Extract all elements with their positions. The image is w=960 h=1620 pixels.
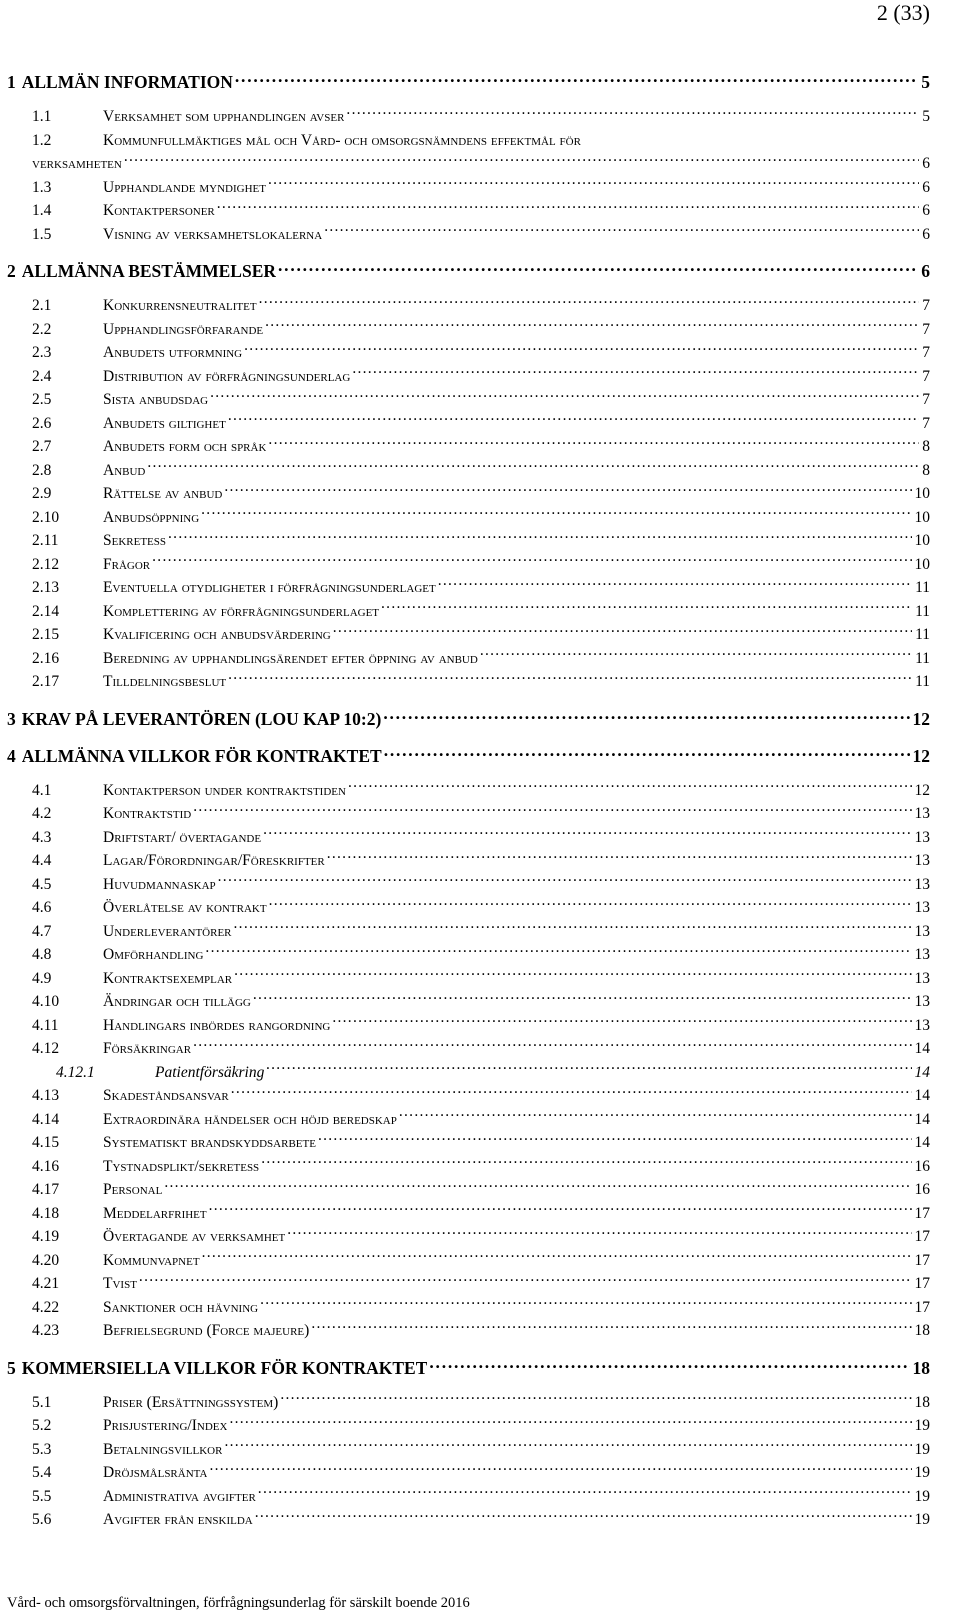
toc-entry-number: 4.21 [32, 1275, 60, 1292]
toc-dot-leader [266, 1061, 911, 1077]
toc-entry-number: 2.5 [32, 391, 52, 408]
table-of-contents [7, 70, 930, 1532]
toc-dot-leader [209, 1202, 912, 1218]
toc-section-entry[interactable] [7, 1202, 930, 1226]
toc-entry-title: Kontraktstid [103, 805, 192, 822]
toc-section-entry[interactable] [7, 318, 930, 342]
toc-dot-leader [201, 506, 911, 522]
toc-dot-leader [224, 1438, 911, 1454]
toc-dot-leader [193, 1038, 911, 1054]
toc-entry-number: 2.11 [32, 532, 59, 549]
toc-entry-number: 2.8 [32, 461, 52, 479]
toc-entry-title: Befrielsegrund (Force majeure) [103, 1322, 310, 1339]
toc-dot-leader [147, 459, 919, 475]
toc-entry-number: 1.5 [32, 225, 52, 243]
toc-entry-number: 4.17 [32, 1181, 60, 1198]
toc-entry-number: 5.1 [32, 1393, 52, 1411]
toc-entry-number: 2.10 [32, 508, 60, 526]
toc-page-number: 13 [914, 899, 930, 916]
toc-entry-number: 2.6 [32, 414, 52, 432]
toc-page-number: 12 [912, 708, 930, 729]
toc-entry-title: Anbudets form och språk [103, 438, 267, 455]
toc-page-number: 14 [914, 1063, 930, 1081]
toc-page-number: 17 [914, 1275, 930, 1292]
toc-entry-title: Betalningsvillkor [103, 1440, 223, 1458]
toc-dot-leader [224, 483, 911, 499]
toc-page-number: 11 [915, 673, 930, 690]
toc-entry-title: Kommunvapnet [103, 1251, 200, 1269]
toc-chapter-entry[interactable] [7, 70, 930, 94]
toc-entry-number: 4.16 [32, 1157, 60, 1175]
toc-entry-title: Huvudmannaskap [103, 875, 216, 893]
toc-entry-number: 4.5 [32, 875, 52, 893]
toc-entry-number: 2.7 [32, 438, 52, 455]
toc-page-number: 7 [922, 297, 930, 314]
toc-section-entry[interactable] [7, 896, 930, 920]
toc-chapter-entry[interactable] [7, 1356, 930, 1380]
toc-entry-number: 4.8 [32, 946, 52, 963]
toc-dot-leader [383, 707, 909, 725]
toc-entry-title: Distribution av förfrågningsunderlag [103, 367, 351, 385]
toc-page-number: 13 [914, 875, 930, 893]
toc-page-number: 7 [922, 320, 930, 338]
toc-entry-title: Personal [103, 1181, 163, 1198]
toc-dot-leader [217, 200, 919, 216]
toc-page-number: 6 [922, 178, 930, 196]
toc-page-number: 12 [912, 745, 930, 766]
toc-entry-title: Upphandlingsförfarande [103, 320, 264, 338]
toc-chapter-entry[interactable] [7, 707, 930, 731]
toc-dot-leader [280, 1391, 911, 1407]
toc-entry-title: verksamheten [32, 155, 122, 172]
page-number: 2 (33) [876, 0, 930, 25]
toc-entry-number: 4.13 [32, 1087, 60, 1104]
toc-page-number: 13 [914, 1016, 930, 1034]
toc-entry-number: 2.1 [32, 297, 52, 314]
toc-section-entry[interactable] [7, 826, 930, 850]
toc-page-number: 19 [914, 1511, 930, 1528]
toc-section-entry[interactable] [7, 873, 930, 897]
toc-entry-number: 4 [7, 745, 16, 766]
toc-entry-number: 4.2 [32, 805, 52, 822]
toc-section-entry[interactable] [7, 920, 930, 944]
toc-page-number: 16 [914, 1181, 930, 1198]
toc-entry-number: 5.4 [32, 1464, 52, 1481]
toc-entry-number: 4.19 [32, 1228, 60, 1245]
toc-entry-title: Kontaktpersoner [103, 202, 215, 219]
toc-entry-number: 4.3 [32, 828, 52, 846]
toc-entry-title: Sanktioner och hävning [103, 1298, 259, 1316]
toc-page-number: 17 [914, 1228, 930, 1245]
toc-page-number: 6 [922, 155, 930, 172]
toc-dot-leader [152, 553, 911, 569]
toc-entry-title: Kontaktperson under kontraktstiden [103, 781, 346, 799]
toc-dot-leader [259, 295, 920, 311]
toc-entry-number: 4.14 [32, 1110, 60, 1128]
toc-entry-title: Komplettering av förfrågningsunderlaget [103, 602, 380, 620]
toc-entry-number: 4.23 [32, 1322, 60, 1339]
toc-section-entry[interactable] [7, 388, 930, 412]
toc-entry-title: Anbudsöppning [103, 508, 200, 526]
toc-page-number: 13 [914, 946, 930, 963]
toc-dot-leader [228, 671, 912, 687]
toc-page-number: 13 [914, 969, 930, 987]
toc-section-entry[interactable] [7, 129, 930, 153]
toc-section-entry[interactable] [7, 647, 930, 671]
toc-dot-leader [168, 530, 911, 546]
toc-section-entry[interactable] [7, 482, 930, 506]
toc-section-entry[interactable] [7, 365, 930, 389]
toc-page-number: 7 [922, 391, 930, 408]
toc-section-entry[interactable] [7, 529, 930, 553]
toc-page-number: 11 [915, 602, 930, 620]
page-footer: Vård- och omsorgsförvaltningen, förfrågningsunderlag för särskilt boende 2016 [7, 1595, 470, 1611]
toc-entry-title: Patientförsäkring [155, 1063, 265, 1081]
toc-dot-leader [265, 318, 919, 334]
toc-section-entry[interactable] [7, 1155, 930, 1179]
toc-dot-leader [269, 897, 912, 913]
toc-entry-number: 5.5 [32, 1487, 52, 1505]
toc-entry-title: Priser (Ersättningssystem) [103, 1393, 279, 1411]
toc-dot-leader [332, 1014, 911, 1030]
toc-dot-leader [352, 365, 919, 381]
toc-entry-title: Konkurrensneutralitet [103, 297, 257, 314]
toc-section-entry[interactable] [7, 1037, 930, 1061]
toc-section-entry[interactable] [7, 990, 930, 1014]
toc-page-number: 13 [914, 922, 930, 940]
toc-entry-number: 2.4 [32, 367, 52, 385]
toc-entry-number: 2.9 [32, 485, 52, 502]
toc-entry-number: 1.2 [32, 131, 52, 149]
toc-entry-title: Anbudets utformning [103, 344, 243, 361]
toc-section-entry[interactable] [7, 1414, 930, 1438]
toc-entry-number: 1 [7, 72, 16, 92]
toc-entry-title: Dröjsmålsränta [103, 1464, 208, 1481]
toc-entry-title: Administrativa avgifter [103, 1487, 256, 1505]
toc-dot-leader [278, 260, 918, 278]
toc-dot-leader [381, 600, 912, 616]
toc-section-entry[interactable] [7, 152, 930, 176]
toc-entry-number: 2 [7, 261, 16, 281]
toc-entry-number: 5.6 [32, 1511, 52, 1528]
toc-page-number: 14 [914, 1110, 930, 1128]
toc-dot-leader [348, 779, 912, 795]
toc-section-entry[interactable] [7, 576, 930, 600]
toc-dot-leader [438, 577, 912, 593]
toc-entry-title: ALLMÄN INFORMATION [21, 72, 233, 92]
toc-entry-number: 2.15 [32, 626, 60, 643]
toc-page-number: 10 [914, 485, 930, 502]
toc-dot-leader [202, 1249, 912, 1265]
toc-entry-number: 5.2 [32, 1417, 52, 1434]
toc-dot-leader [258, 1485, 912, 1501]
toc-section-entry[interactable] [7, 1319, 930, 1343]
toc-dot-leader [253, 991, 912, 1007]
toc-dot-leader [399, 1108, 912, 1124]
toc-entry-number: 4.1 [32, 781, 52, 799]
toc-section-entry[interactable] [7, 1485, 930, 1509]
toc-section-entry[interactable] [7, 1131, 930, 1155]
toc-section-entry[interactable] [7, 176, 930, 200]
toc-section-entry[interactable] [7, 600, 930, 624]
toc-entry-title: Lagar/Förordningar/Föreskrifter [103, 852, 325, 869]
toc-entry-number: 2.12 [32, 555, 60, 573]
toc-dot-leader [311, 1320, 911, 1336]
toc-page-number: 14 [914, 1040, 930, 1057]
toc-entry-title: Överlåtelse av kontrakt [103, 899, 267, 916]
toc-dot-leader [429, 1356, 909, 1374]
toc-page-number: 13 [914, 993, 930, 1010]
toc-entry-number: 4.22 [32, 1298, 60, 1316]
toc-entry-title: Skadeståndsansvar [103, 1087, 229, 1104]
toc-entry-title: Meddelarfrihet [103, 1204, 207, 1222]
toc-page-number: 19 [914, 1417, 930, 1434]
toc-page-number: 13 [914, 828, 930, 846]
toc-entry-title: Upphandlande myndighet [103, 178, 266, 196]
toc-section-entry[interactable] [7, 1014, 930, 1038]
toc-entry-title: Eventuella otydligheter i förfrågningsunderlaget [103, 579, 436, 596]
toc-entry-number: 1.1 [32, 108, 52, 125]
toc-section-entry[interactable] [7, 1438, 930, 1462]
toc-section-entry[interactable] [7, 199, 930, 223]
toc-dot-leader [263, 826, 911, 842]
toc-entry-title: Tystnadsplikt/sekretess [103, 1157, 260, 1175]
toc-page-number: 14 [914, 1134, 930, 1151]
toc-entry-title: Tilldelningsbeslut [103, 673, 227, 690]
toc-page-number: 17 [914, 1251, 930, 1269]
toc-entry-number: 5 [7, 1357, 16, 1378]
toc-section-entry[interactable] [7, 1272, 930, 1296]
toc-entry-title: Handlingars inbördes rangordning [103, 1016, 331, 1034]
toc-dot-leader [139, 1273, 912, 1289]
toc-dot-leader [235, 71, 918, 89]
toc-dot-leader [480, 647, 912, 663]
toc-entry-number: 2.3 [32, 344, 52, 361]
toc-dot-leader [124, 153, 919, 169]
toc-entry-number: 4.7 [32, 922, 52, 940]
toc-section-entry[interactable] [7, 341, 930, 365]
toc-entry-number: 5.3 [32, 1440, 52, 1458]
toc-entry-number: 2.2 [32, 320, 52, 338]
toc-section-entry[interactable] [7, 1225, 930, 1249]
toc-dot-leader [231, 1085, 912, 1101]
toc-page-number: 18 [912, 1357, 930, 1378]
toc-page-number: 13 [914, 852, 930, 869]
toc-dot-leader [324, 223, 919, 239]
toc-page-number: 19 [914, 1440, 930, 1458]
toc-page-number: 7 [922, 414, 930, 432]
toc-section-entry[interactable] [7, 943, 930, 967]
toc-section-entry[interactable] [7, 1391, 930, 1415]
toc-page-number: 11 [915, 579, 930, 596]
toc-page-number: 5 [921, 72, 930, 92]
toc-dot-leader [287, 1226, 911, 1242]
toc-page-number: 17 [914, 1204, 930, 1222]
toc-entry-number: 4.20 [32, 1251, 60, 1269]
toc-page-number: 19 [914, 1487, 930, 1505]
toc-dot-leader [218, 873, 912, 889]
toc-entry-number: 1.4 [32, 202, 52, 219]
toc-subsection-entry[interactable] [7, 1061, 930, 1085]
toc-page-number: 11 [915, 626, 930, 643]
toc-entry-title: Sista anbudsdag [103, 391, 209, 408]
toc-page-number: 5 [922, 108, 930, 125]
toc-entry-title: Kvalificering och anbudsvärdering [103, 626, 331, 643]
toc-section-entry[interactable] [7, 1108, 930, 1132]
toc-entry-number: 3 [7, 708, 16, 729]
toc-entry-title: Övertagande av verksamhet [103, 1228, 286, 1245]
toc-dot-leader [229, 1415, 911, 1431]
toc-entry-number: 2.17 [32, 673, 60, 690]
toc-entry-number: 2.16 [32, 649, 60, 667]
toc-dot-leader [346, 106, 919, 122]
toc-section-entry[interactable] [7, 802, 930, 826]
toc-entry-number: 4.18 [32, 1204, 60, 1222]
toc-entry-title: Ändringar och tillägg [103, 993, 251, 1010]
toc-section-entry[interactable] [7, 459, 930, 483]
toc-dot-leader [255, 1509, 912, 1525]
toc-entry-number: 4.10 [32, 993, 60, 1010]
toc-dot-leader [333, 624, 912, 640]
toc-entry-title: Avgifter från enskilda [103, 1511, 253, 1528]
toc-dot-leader [234, 920, 912, 936]
toc-page-number: 18 [914, 1393, 930, 1411]
toc-section-entry[interactable] [7, 412, 930, 436]
toc-entry-number: 1.3 [32, 178, 52, 196]
toc-entry-title: KOMMERSIELLA VILLKOR FÖR KONTRAKTET [21, 1357, 428, 1378]
toc-entry-number: 4.9 [32, 969, 52, 987]
toc-section-entry[interactable] [7, 779, 930, 803]
toc-page-number: 8 [922, 438, 930, 455]
toc-section-entry[interactable] [7, 1178, 930, 1202]
toc-page-number: 18 [914, 1322, 930, 1339]
toc-entry-number: 4.4 [32, 852, 52, 869]
toc-entry-title: ALLMÄNNA BESTÄMMELSER [21, 261, 277, 281]
toc-page-number: 6 [921, 261, 930, 281]
toc-entry-number: 2.13 [32, 579, 60, 596]
toc-section-entry[interactable] [7, 849, 930, 873]
toc-dot-leader [193, 803, 911, 819]
toc-section-entry[interactable] [7, 294, 930, 318]
toc-page-number: 10 [914, 508, 930, 526]
toc-section-entry[interactable] [7, 1461, 930, 1485]
toc-entry-title: Frågor [103, 555, 151, 573]
toc-dot-leader [318, 1132, 912, 1148]
toc-entry-title: Beredning av upphandlingsärendet efter öppning av anbud [103, 649, 478, 667]
toc-entry-title: Kommunfullmäktiges mål och Vård- och omsorgsnämndens effektmål för [103, 131, 581, 149]
toc-section-entry[interactable] [7, 553, 930, 577]
toc-entry-title: Tvist [103, 1275, 137, 1292]
toc-section-entry[interactable] [7, 506, 930, 530]
toc-entry-title: Rättelse av anbud [103, 485, 223, 502]
toc-section-entry[interactable] [7, 105, 930, 129]
toc-entry-number: 4.12 [32, 1040, 60, 1057]
toc-section-entry[interactable] [7, 670, 930, 694]
toc-entry-title: Extraordinära händelser och höjd beredskap [103, 1110, 397, 1128]
toc-dot-leader [384, 744, 910, 762]
toc-dot-leader [164, 1179, 911, 1195]
toc-section-entry[interactable] [7, 1296, 930, 1320]
toc-section-entry[interactable] [7, 435, 930, 459]
toc-dot-leader [205, 944, 911, 960]
toc-entry-title: Prisjustering/Index [103, 1417, 228, 1434]
toc-section-entry[interactable] [7, 1508, 930, 1532]
toc-page-number: 13 [914, 805, 930, 822]
toc-page-number: 10 [914, 532, 930, 549]
toc-entry-title: Anbud [103, 461, 146, 479]
toc-entry-title: Kontraktsexemplar [103, 969, 233, 987]
toc-dot-leader [261, 1155, 911, 1171]
toc-dot-leader [260, 1296, 911, 1312]
toc-dot-leader [209, 1462, 911, 1478]
toc-entry-title: ALLMÄNNA VILLKOR FÖR KONTRAKTET [21, 745, 382, 766]
toc-entry-title: Systematiskt brandskyddsarbete [103, 1134, 316, 1151]
toc-entry-title: Anbudets giltighet [103, 414, 226, 432]
toc-entry-number: 2.14 [32, 602, 60, 620]
toc-page-number: 7 [922, 344, 930, 361]
toc-chapter-entry[interactable] [7, 744, 930, 768]
toc-page-number: 8 [922, 461, 930, 479]
toc-page-number: 11 [915, 649, 930, 667]
toc-page-number: 7 [922, 367, 930, 385]
toc-entry-title: Verksamhet som upphandlingen avser [103, 108, 345, 125]
toc-entry-title: Försäkringar [103, 1040, 192, 1057]
toc-section-entry[interactable] [7, 623, 930, 647]
toc-section-entry[interactable] [7, 1084, 930, 1108]
toc-entry-number: 4.15 [32, 1134, 60, 1151]
toc-page-number: 10 [914, 555, 930, 573]
toc-section-entry[interactable] [7, 1249, 930, 1273]
toc-entry-title: Driftstart/ övertagande [103, 828, 262, 846]
toc-page-number: 6 [922, 225, 930, 243]
toc-page-number: 19 [914, 1464, 930, 1481]
toc-entry-title: KRAV PÅ LEVERANTÖREN (LOU KAP 10:2) [21, 708, 382, 729]
toc-dot-leader [244, 342, 919, 358]
toc-dot-leader [268, 176, 919, 192]
toc-dot-leader [228, 412, 919, 428]
toc-page-number: 14 [914, 1087, 930, 1104]
toc-entry-title: Sekretess [103, 532, 167, 549]
toc-entry-number: 4.12.1 [56, 1063, 95, 1081]
toc-entry-number: 4.6 [32, 899, 52, 916]
toc-page-number: 16 [914, 1157, 930, 1175]
toc-page-number: 12 [914, 781, 930, 799]
toc-page-number: 6 [922, 202, 930, 219]
toc-page-number: 17 [914, 1298, 930, 1316]
toc-chapter-entry[interactable] [7, 259, 930, 283]
toc-dot-leader [210, 389, 919, 405]
toc-dot-leader [234, 967, 911, 983]
toc-section-entry[interactable] [7, 223, 930, 247]
toc-section-entry[interactable] [7, 967, 930, 991]
toc-entry-title: Visning av verksamhetslokalerna [103, 225, 323, 243]
toc-dot-leader [327, 850, 912, 866]
toc-entry-title: Underleverantörer [103, 922, 232, 940]
toc-dot-leader [268, 436, 919, 452]
toc-entry-title: Omförhandling [103, 946, 204, 963]
toc-entry-number: 4.11 [32, 1016, 59, 1034]
